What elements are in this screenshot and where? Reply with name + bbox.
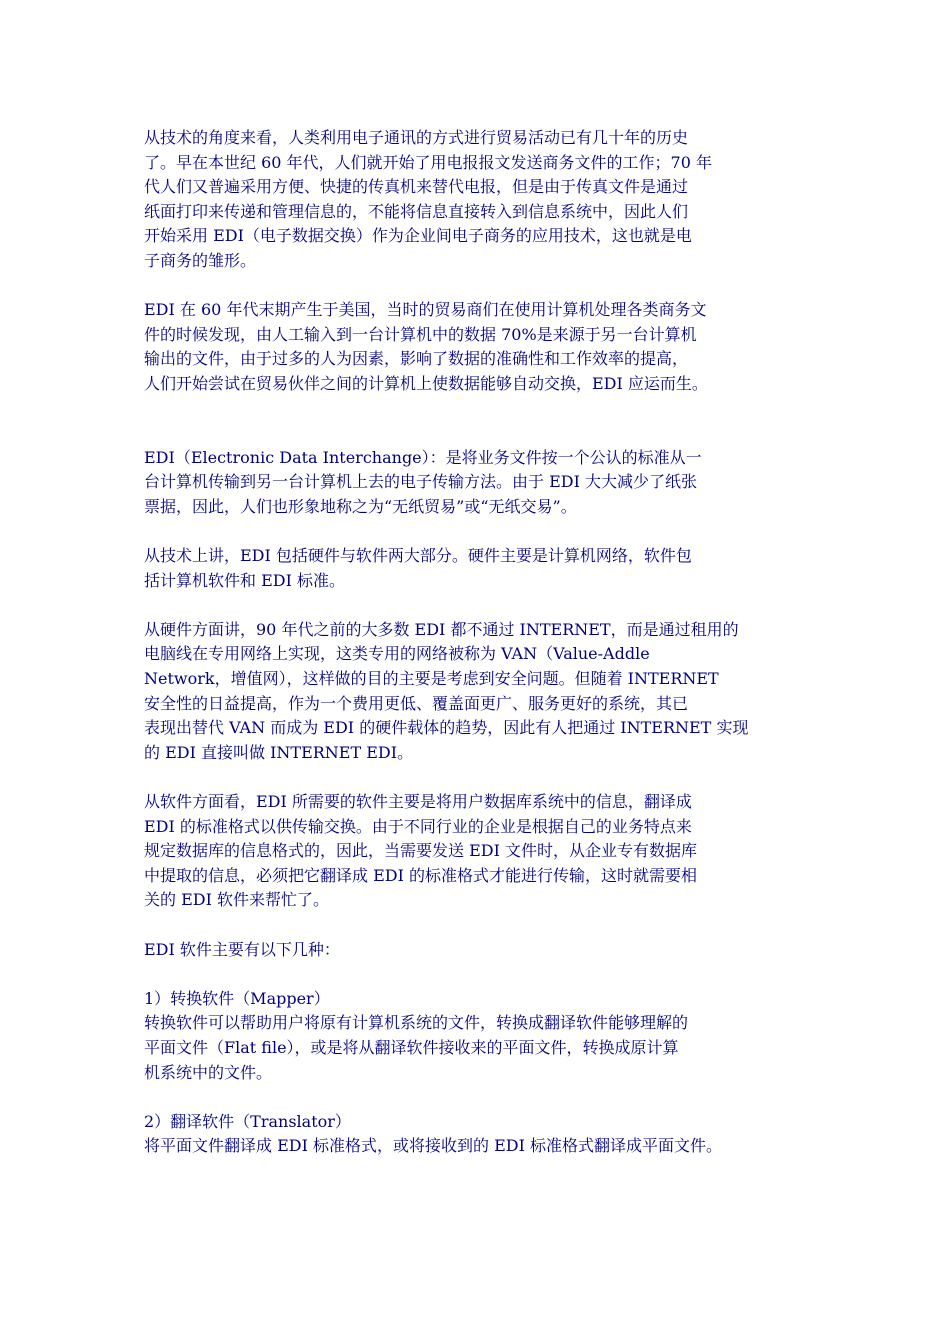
paragraph-software-types-heading: EDI 软件主要有以下几种： <box>144 939 340 959</box>
paragraph-edi-software: 从软件方面看，EDI 所需要的软件主要是将用户数据库系统中的信息，翻译成 EDI 的标准格式以供传输交换。由于不同行业的企业是根据自己的业务特点来 规定数据库的信息格式的，因此，当需要发送 EDI 文件时，从企业专有数据库 中提取的信息，必须把它翻译成 EDI 的标准格式才能进行传输，这时就需要相 关的 EDI 软件来帮忙了。 <box>144 792 698 910</box>
paragraph-spacer <box>144 913 808 938</box>
paragraph-mapper: 1）转换软件（Mapper） 转换软件可以帮助用户将原有计算机系统的文件，转换成翻译软件能够理解的 平面文件（Flat file），或是将从翻译软件接收来的平面文件，转换成原计算 机系统中的文件。 <box>144 988 689 1082</box>
paragraph-spacer <box>144 274 808 299</box>
paragraph-edi-history: 从技术的角度来看，人类利用电子通讯的方式进行贸易活动已有几十年的历史 了。早在本世纪 60 年代，人们就开始了用电报报文发送商务文件的工作；70 年 代人们又普遍采用方便、快捷的传真机来替代电报，但是由于传真文件是通过 纸面打印来传递和管理信息的，不能将信息直接转入到信息系统中，因此人们 开始采用 EDI（电子数据交换）作为企业间电子商务的应用技术，这也就是电 子商务的雏形。 <box>144 128 712 270</box>
paragraph-spacer <box>144 397 808 446</box>
paragraph-spacer <box>144 520 808 545</box>
paragraph-spacer <box>144 962 808 987</box>
paragraph-edi-components: 从技术上讲，EDI 包括硬件与软件两大部分。硬件主要是计算机网络，软件包 括计算机软件和 EDI 标准。 <box>144 546 692 590</box>
paragraph-edi-definition: EDI（Electronic Data Interchange）：是将业务文件按一个公认的标准从一 台计算机传输到另一台计算机上去的电子传输方法。由于 EDI 大大减少了纸张 票据，因此，人们也形象地称之为“无纸贸易”或“无纸交易”。 <box>144 447 702 516</box>
paragraph-edi-hardware: 从硬件方面讲，90 年代之前的大多数 EDI 都不通过 INTERNET，而是通过租用的 电脑线在专用网络上实现，这类专用的网络被称为 VAN（Value-Addle Network，增值网），这样做的目的主要是考虑到安全问题。但随着 INTERNET 安全性的日益提高，作为一个费用更低、覆盖面更广、服务更好的系统，其已 表现出替代 VAN 而成为 EDI 的硬件载体的趋势，因此有人把通过 INTERNET 实现 的 EDI 直接叫做 INTERNET EDI。 <box>144 619 749 762</box>
paragraph-spacer <box>144 1085 808 1110</box>
paragraph-spacer <box>144 765 808 790</box>
paragraph-edi-origin: EDI 在 60 年代末期产生于美国，当时的贸易商们在使用计算机处理各类商务文 件的时候发现，由人工输入到一台计算机中的数据 70%是来源于另一台计算机 输出的文件，由于过多的人为因素，影响了数据的准确性和工作效率的提高， 人们开始尝试在贸易伙伴之间的计算机上使数据能够自动交换，EDI 应运而生。 <box>144 300 708 393</box>
paragraph-translator: 2）翻译软件（Translator） 将平面文件翻译成 EDI 标准格式，或将接收到的 EDI 标准格式翻译成平面文件。 <box>144 1111 723 1156</box>
paragraph-spacer <box>144 593 808 618</box>
document-body <box>144 126 808 1159</box>
